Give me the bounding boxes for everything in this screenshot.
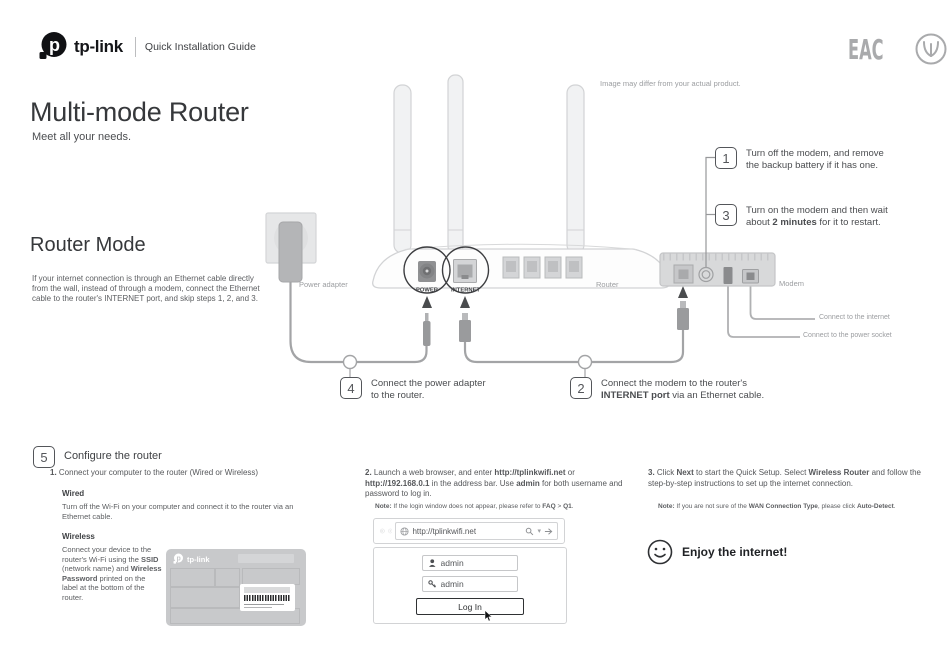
go-arrow-icon[interactable] (544, 527, 553, 536)
cables (291, 282, 684, 362)
wired-title: Wired (62, 489, 85, 498)
card-box (242, 568, 300, 585)
step-4-text: Connect the power adapter to the router. (371, 378, 486, 401)
power-port-label: POWER (416, 287, 438, 294)
tp-link-card-logo: p tp-link (173, 553, 210, 565)
configure-item-1: 1. Connect your computer to the router (Wired or Wireless) (50, 468, 259, 477)
router-mode-title: Router Mode (30, 234, 146, 256)
password-field[interactable] (422, 576, 518, 592)
browser-address-bar (373, 518, 565, 544)
router-internet-port (454, 260, 477, 283)
header (38, 31, 256, 62)
card-box (170, 587, 240, 608)
back-icon[interactable] (380, 523, 385, 539)
barcode (244, 595, 290, 601)
image-note: Image may differ from your actual product. (600, 79, 741, 88)
router-label: Router (596, 280, 619, 289)
connect-power-label: Connect to the power socket (803, 332, 892, 339)
internet-port-label: INTERNET (451, 287, 480, 294)
sticker-text-line (244, 607, 272, 609)
step-2-text: Connect the modem to the router's INTERNET port via an Ethernet cable. (601, 378, 765, 401)
connect-internet-label: Connect to the internet (819, 314, 890, 321)
tp-link-mark-icon (38, 31, 68, 62)
eac-mark: EAC (848, 32, 884, 66)
wifi-sticker (240, 584, 295, 611)
modem-cables (728, 283, 815, 337)
ethernet-connector-router (459, 296, 471, 342)
page-title: Multi-mode Router (30, 97, 249, 127)
wireless-title: Wireless (62, 532, 95, 541)
router-power-port (418, 261, 436, 282)
url-input[interactable] (412, 527, 522, 536)
up-arrow-icon (460, 296, 470, 308)
card-box (170, 568, 215, 587)
svg-text:p: p (176, 555, 181, 563)
globe-icon (400, 527, 409, 536)
step-4-marker: 4 (340, 377, 362, 399)
power-adapter-label: Power adapter (299, 280, 348, 289)
username-field[interactable] (422, 555, 518, 571)
enjoy-text: Enjoy the internet! (682, 545, 788, 559)
router-body (373, 244, 670, 288)
cursor-icon (484, 610, 493, 622)
wireless-text: Connect your device to the router's Wi-Fi using the SSID (network name) and Wireless Password printed on the label at the bottom of the router. (62, 545, 162, 602)
wired-text: Turn off the Wi-Fi on your computer and connect it to the router via an Ethernet cable. (62, 502, 294, 521)
router-antennas (394, 75, 584, 253)
configure-item-3-note: Note: If you are not sure of the WAN Connection Type, please click Auto-Detect. (658, 503, 896, 510)
svg-text:p: p (49, 35, 60, 55)
step-1-marker: 1 (715, 147, 737, 169)
tp-link-card-mark-icon (173, 553, 184, 565)
card-box (215, 568, 240, 587)
card-top-box (238, 554, 294, 563)
vitality-cert-icon (913, 31, 949, 67)
configure-title: Configure the router (64, 450, 162, 462)
up-arrow-icon (678, 286, 688, 298)
username-input[interactable] (441, 558, 512, 568)
url-separator: ▾ (537, 528, 541, 535)
modem (660, 253, 775, 286)
password-input[interactable] (441, 579, 512, 589)
modem-power-button (699, 268, 713, 282)
forward-icon[interactable] (388, 523, 393, 539)
key-icon (428, 579, 437, 589)
page-subtitle: Meet all your needs. (32, 131, 132, 143)
user-icon (428, 558, 437, 568)
power-connector (422, 296, 432, 346)
step-2-marker: 2 (570, 377, 592, 399)
step-3-text: Turn on the modem and then wait about 2 minutes for it to restart. (746, 205, 888, 228)
sticker-text-line (244, 604, 284, 606)
cable-node (579, 356, 592, 369)
smiley-icon (646, 538, 674, 566)
login-button[interactable]: Log In (416, 598, 524, 615)
configure-item-2: 2. Launch a web browser, and enter http://tplinkwifi.net or http://192.168.0.1 in the address bar. Use admin for both username and password to log in. (365, 468, 623, 498)
step-5-marker: 5 (33, 446, 55, 468)
cable-node (344, 356, 357, 369)
brand-text: tp-link (74, 36, 123, 56)
certifications (848, 31, 949, 67)
step-1-text: Turn off the modem, and remove the backup battery if it has one. (746, 148, 884, 171)
login-panel (373, 547, 567, 624)
url-field[interactable] (395, 522, 558, 540)
modem-label: Modem (779, 279, 805, 288)
configure-item-3: 3. Click Next to start the Quick Setup. Select Wireless Router and follow the step-by-step instructions to set up the internet connection. (648, 468, 921, 488)
up-arrow-icon (422, 296, 432, 308)
ethernet-connector-modem (677, 286, 689, 330)
header-divider (135, 37, 136, 57)
guide-title: Quick Installation Guide (144, 40, 256, 53)
search-icon[interactable] (525, 527, 534, 536)
router-mode-body: If your internet connection is through an Ethernet cable directly from the wall, instead of through a modem, connect the Ethernet cable to the router's INTERNET port, and skip steps 1, 2, and 3. (32, 274, 260, 303)
router-label-card (166, 549, 306, 626)
setup-diagram (255, 70, 945, 415)
sticker-bar (244, 587, 290, 593)
modem-power-socket (724, 267, 733, 284)
configure-item-2-note: Note: If the login window does not appear, please refer to FAQ > Q1. (375, 503, 574, 510)
power-adapter (266, 213, 316, 282)
step-connector-lines (706, 158, 715, 268)
step-3-marker: 3 (715, 204, 737, 226)
